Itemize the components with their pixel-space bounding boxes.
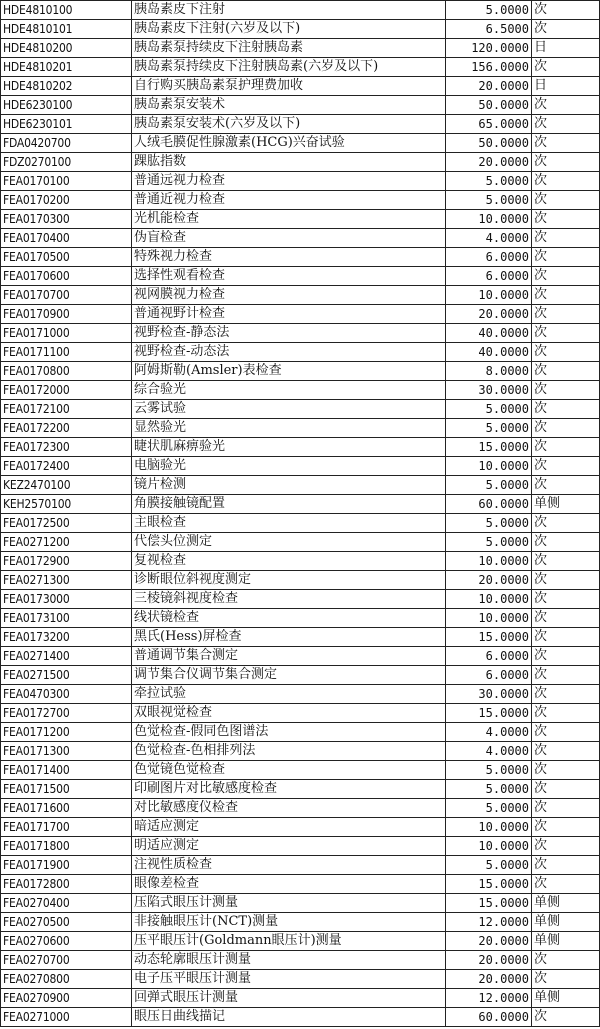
table-row: [1, 39, 600, 58]
item-name-cell: 胰岛素泵安装术(六岁及以下): [132, 115, 446, 134]
item-code-cell: FEA0270700: [1, 951, 132, 970]
item-unit-cell: 次: [532, 419, 600, 438]
item-price-cell: 5.0000: [446, 172, 532, 191]
item-unit-cell: 次: [532, 457, 600, 476]
item-name-cell: 自行购买胰岛素泵护理费加收: [132, 77, 446, 96]
item-unit-cell: 次: [532, 780, 600, 799]
item-unit-cell: 次: [532, 685, 600, 704]
item-price-cell: 5.0000: [446, 533, 532, 552]
item-code-cell: FEA0170500: [1, 248, 132, 267]
item-name-cell: 视网膜视力检查: [132, 286, 446, 305]
item-code-cell: FEA0172700: [1, 704, 132, 723]
item-price-cell: 6.0000: [446, 267, 532, 286]
table-row: [1, 400, 600, 419]
item-name-cell: 普通调节集合测定: [132, 647, 446, 666]
item-name-cell: 电子压平眼压计测量: [132, 970, 446, 989]
item-price-cell: 15.0000: [446, 875, 532, 894]
item-name-cell: 对比敏感度仪检查: [132, 799, 446, 818]
table-row: [1, 514, 600, 533]
item-price-cell: 6.5000: [446, 20, 532, 39]
item-code-cell: FEA0171800: [1, 837, 132, 856]
item-unit-cell: 次: [532, 875, 600, 894]
item-name-cell: 镜片检测: [132, 476, 446, 495]
item-code-cell: FEA0171500: [1, 780, 132, 799]
item-code-cell: FEA0173100: [1, 609, 132, 628]
item-unit-cell: 次: [532, 438, 600, 457]
table-row: [1, 210, 600, 229]
item-price-cell: 6.0000: [446, 248, 532, 267]
table-row: [1, 628, 600, 647]
item-price-cell: 10.0000: [446, 837, 532, 856]
item-code-cell: FEA0270400: [1, 894, 132, 913]
item-price-cell: 10.0000: [446, 457, 532, 476]
item-code-cell: FEA0171100: [1, 343, 132, 362]
item-code-cell: FEA0270800: [1, 970, 132, 989]
item-code-cell: FEA0270500: [1, 913, 132, 932]
item-price-cell: 20.0000: [446, 951, 532, 970]
item-name-cell: 云雾试验: [132, 400, 446, 419]
item-code-cell: FEA0170300: [1, 210, 132, 229]
table-row: [1, 818, 600, 837]
table-row: [1, 115, 600, 134]
item-code-cell: FEA0172000: [1, 381, 132, 400]
item-price-cell: 10.0000: [446, 210, 532, 229]
item-price-cell: 50.0000: [446, 96, 532, 115]
item-code-cell: FEA0170400: [1, 229, 132, 248]
item-unit-cell: 次: [532, 267, 600, 286]
table-row: [1, 77, 600, 96]
item-code-cell: FEA0170800: [1, 362, 132, 381]
table-row: [1, 1, 600, 20]
table-row: [1, 666, 600, 685]
item-name-cell: 胰岛素泵安装术: [132, 96, 446, 115]
item-name-cell: 胰岛素皮下注射: [132, 1, 446, 20]
item-unit-cell: 次: [532, 704, 600, 723]
item-price-cell: 8.0000: [446, 362, 532, 381]
item-unit-cell: 单侧: [532, 913, 600, 932]
item-code-cell: FEA0170900: [1, 305, 132, 324]
item-price-cell: 15.0000: [446, 628, 532, 647]
item-name-cell: 人绒毛膜促性腺激素(HCG)兴奋试验: [132, 134, 446, 153]
item-unit-cell: 次: [532, 837, 600, 856]
table-row: [1, 153, 600, 172]
item-price-cell: 30.0000: [446, 381, 532, 400]
item-price-cell: 10.0000: [446, 552, 532, 571]
item-code-cell: FEA0173200: [1, 628, 132, 647]
item-unit-cell: 次: [532, 153, 600, 172]
item-code-cell: HDE4810200: [1, 39, 132, 58]
item-unit-cell: 次: [532, 381, 600, 400]
item-code-cell: FEA0271300: [1, 571, 132, 590]
item-price-cell: 4.0000: [446, 723, 532, 742]
item-name-cell: 普通远视力检查: [132, 172, 446, 191]
item-price-cell: 50.0000: [446, 134, 532, 153]
item-price-cell: 12.0000: [446, 989, 532, 1008]
item-unit-cell: 次: [532, 172, 600, 191]
item-unit-cell: 次: [532, 324, 600, 343]
item-name-cell: 复视检查: [132, 552, 446, 571]
item-unit-cell: 次: [532, 191, 600, 210]
table-row: [1, 191, 600, 210]
item-unit-cell: 次: [532, 400, 600, 419]
item-unit-cell: 次: [532, 58, 600, 77]
item-name-cell: 注视性质检查: [132, 856, 446, 875]
item-unit-cell: 日: [532, 77, 600, 96]
item-unit-cell: 次: [532, 647, 600, 666]
item-code-cell: FEA0172300: [1, 438, 132, 457]
item-code-cell: FEA0171900: [1, 856, 132, 875]
table-row: [1, 172, 600, 191]
item-price-cell: 65.0000: [446, 115, 532, 134]
item-code-cell: HDE4810202: [1, 77, 132, 96]
item-price-cell: 10.0000: [446, 818, 532, 837]
table-row: [1, 780, 600, 799]
item-unit-cell: 次: [532, 96, 600, 115]
item-price-cell: 40.0000: [446, 343, 532, 362]
item-price-cell: 15.0000: [446, 704, 532, 723]
item-price-cell: 4.0000: [446, 742, 532, 761]
table-row: [1, 305, 600, 324]
item-code-cell: FEA0271000: [1, 1008, 132, 1027]
item-unit-cell: 次: [532, 229, 600, 248]
item-unit-cell: 次: [532, 248, 600, 267]
table-row: [1, 951, 600, 970]
item-name-cell: 线状镜检查: [132, 609, 446, 628]
table-row: [1, 419, 600, 438]
item-unit-cell: 次: [532, 533, 600, 552]
item-unit-cell: 次: [532, 609, 600, 628]
item-unit-cell: 次: [532, 742, 600, 761]
item-unit-cell: 次: [532, 362, 600, 381]
table-row: [1, 438, 600, 457]
item-code-cell: HDE4810201: [1, 58, 132, 77]
item-price-cell: 5.0000: [446, 1, 532, 20]
item-name-cell: 选择性观看检查: [132, 267, 446, 286]
item-price-cell: 5.0000: [446, 400, 532, 419]
item-unit-cell: 次: [532, 1008, 600, 1027]
item-unit-cell: 次: [532, 20, 600, 39]
item-code-cell: FEA0172100: [1, 400, 132, 419]
item-name-cell: 压陷式眼压计测量: [132, 894, 446, 913]
item-name-cell: 主眼检查: [132, 514, 446, 533]
item-name-cell: 色觉镜色觉检查: [132, 761, 446, 780]
item-name-cell: 电脑验光: [132, 457, 446, 476]
item-price-cell: 5.0000: [446, 419, 532, 438]
table-row: [1, 704, 600, 723]
table-row: [1, 875, 600, 894]
item-code-cell: FEA0172900: [1, 552, 132, 571]
item-name-cell: 普通视野计检查: [132, 305, 446, 324]
item-price-cell: 10.0000: [446, 609, 532, 628]
item-name-cell: 眼像差检查: [132, 875, 446, 894]
item-unit-cell: 次: [532, 590, 600, 609]
item-unit-cell: 次: [532, 134, 600, 153]
item-price-cell: 40.0000: [446, 324, 532, 343]
item-unit-cell: 次: [532, 514, 600, 533]
item-unit-cell: 次: [532, 970, 600, 989]
table-row: [1, 894, 600, 913]
item-name-cell: 黑氏(Hess)屏检查: [132, 628, 446, 647]
item-code-cell: FEA0271400: [1, 647, 132, 666]
item-name-cell: 暗适应测定: [132, 818, 446, 837]
item-code-cell: FEA0270900: [1, 989, 132, 1008]
item-code-cell: FEA0172400: [1, 457, 132, 476]
item-unit-cell: 次: [532, 951, 600, 970]
item-price-cell: 10.0000: [446, 590, 532, 609]
item-price-cell: 5.0000: [446, 780, 532, 799]
item-name-cell: 视野检查-静态法: [132, 324, 446, 343]
item-price-cell: 30.0000: [446, 685, 532, 704]
item-name-cell: 胰岛素泵持续皮下注射胰岛素(六岁及以下): [132, 58, 446, 77]
item-price-cell: 156.0000: [446, 58, 532, 77]
table-row: [1, 476, 600, 495]
item-name-cell: 特殊视力检查: [132, 248, 446, 267]
item-price-cell: 5.0000: [446, 799, 532, 818]
item-price-cell: 5.0000: [446, 856, 532, 875]
item-name-cell: 视野检查-动态法: [132, 343, 446, 362]
item-code-cell: KEZ2470100: [1, 476, 132, 495]
table-row: [1, 381, 600, 400]
item-price-cell: 60.0000: [446, 495, 532, 514]
item-code-cell: HDE6230100: [1, 96, 132, 115]
table-row: [1, 685, 600, 704]
item-unit-cell: 单侧: [532, 932, 600, 951]
item-price-cell: 20.0000: [446, 932, 532, 951]
item-name-cell: 压平眼压计(Goldmann眼压计)测量: [132, 932, 446, 951]
item-unit-cell: 次: [532, 305, 600, 324]
item-code-cell: FDA0420700: [1, 134, 132, 153]
item-unit-cell: 次: [532, 761, 600, 780]
table-row: [1, 343, 600, 362]
item-price-cell: 20.0000: [446, 153, 532, 172]
table-row: [1, 495, 600, 514]
table-row: [1, 799, 600, 818]
item-code-cell: FEA0170200: [1, 191, 132, 210]
table-row: [1, 286, 600, 305]
table-row: [1, 362, 600, 381]
item-price-cell: 20.0000: [446, 77, 532, 96]
item-price-cell: 20.0000: [446, 305, 532, 324]
item-name-cell: 牵拉试验: [132, 685, 446, 704]
item-code-cell: FEA0271200: [1, 533, 132, 552]
item-code-cell: FEA0173000: [1, 590, 132, 609]
item-code-cell: FEA0172800: [1, 875, 132, 894]
table-row: [1, 457, 600, 476]
item-code-cell: FEA0170600: [1, 267, 132, 286]
table-row: [1, 248, 600, 267]
table-row: [1, 1008, 600, 1027]
item-code-cell: FEA0172500: [1, 514, 132, 533]
item-code-cell: FEA0171600: [1, 799, 132, 818]
item-price-cell: 4.0000: [446, 229, 532, 248]
item-price-cell: 20.0000: [446, 970, 532, 989]
item-unit-cell: 次: [532, 476, 600, 495]
item-price-cell: 5.0000: [446, 476, 532, 495]
item-unit-cell: 次: [532, 210, 600, 229]
item-code-cell: FDZ0270100: [1, 153, 132, 172]
item-name-cell: 调节集合仪调节集合测定: [132, 666, 446, 685]
item-code-cell: FEA0170700: [1, 286, 132, 305]
item-name-cell: 非接触眼压计(NCT)测量: [132, 913, 446, 932]
item-price-cell: 5.0000: [446, 514, 532, 533]
item-code-cell: FEA0270600: [1, 932, 132, 951]
item-code-cell: HDE4810101: [1, 20, 132, 39]
item-name-cell: 显然验光: [132, 419, 446, 438]
table-row: [1, 324, 600, 343]
item-code-cell: FEA0171300: [1, 742, 132, 761]
item-name-cell: 明适应测定: [132, 837, 446, 856]
table-row: [1, 609, 600, 628]
item-price-cell: 6.0000: [446, 666, 532, 685]
item-name-cell: 胰岛素皮下注射(六岁及以下): [132, 20, 446, 39]
item-name-cell: 代偿头位测定: [132, 533, 446, 552]
item-unit-cell: 次: [532, 818, 600, 837]
item-code-cell: FEA0271500: [1, 666, 132, 685]
item-unit-cell: 次: [532, 628, 600, 647]
item-name-cell: 胰岛素泵持续皮下注射胰岛素: [132, 39, 446, 58]
item-unit-cell: 次: [532, 723, 600, 742]
table-row: [1, 96, 600, 115]
item-name-cell: 色觉检查-色相排列法: [132, 742, 446, 761]
item-code-cell: HDE4810100: [1, 1, 132, 20]
item-price-cell: 60.0000: [446, 1008, 532, 1027]
item-name-cell: 伪盲检查: [132, 229, 446, 248]
item-unit-cell: 次: [532, 286, 600, 305]
table-row: [1, 229, 600, 248]
item-code-cell: FEA0170100: [1, 172, 132, 191]
table-row: [1, 571, 600, 590]
item-name-cell: 色觉检查-假同色图谱法: [132, 723, 446, 742]
table-row: [1, 742, 600, 761]
table-row: [1, 723, 600, 742]
item-code-cell: FEA0470300: [1, 685, 132, 704]
item-price-cell: 15.0000: [446, 438, 532, 457]
table-row: [1, 647, 600, 666]
item-code-cell: KEH2570100: [1, 495, 132, 514]
table-row: [1, 837, 600, 856]
item-unit-cell: 单侧: [532, 495, 600, 514]
item-name-cell: 诊断眼位斜视度测定: [132, 571, 446, 590]
item-unit-cell: 次: [532, 856, 600, 875]
table-row: [1, 761, 600, 780]
item-name-cell: 阿姆斯勒(Amsler)表检查: [132, 362, 446, 381]
table-row: [1, 533, 600, 552]
item-price-cell: 5.0000: [446, 761, 532, 780]
table-row: [1, 856, 600, 875]
item-name-cell: 眼压日曲线描记: [132, 1008, 446, 1027]
item-unit-cell: 次: [532, 1, 600, 20]
item-unit-cell: 次: [532, 571, 600, 590]
item-code-cell: FEA0171700: [1, 818, 132, 837]
item-name-cell: 三棱镜斜视度检查: [132, 590, 446, 609]
item-name-cell: 双眼视觉检查: [132, 704, 446, 723]
item-code-cell: FEA0171000: [1, 324, 132, 343]
item-price-cell: 10.0000: [446, 286, 532, 305]
item-unit-cell: 单侧: [532, 894, 600, 913]
item-unit-cell: 次: [532, 666, 600, 685]
item-price-cell: 120.0000: [446, 39, 532, 58]
item-name-cell: 光机能检查: [132, 210, 446, 229]
table-row: [1, 913, 600, 932]
table-row: [1, 267, 600, 286]
table-row: [1, 20, 600, 39]
item-name-cell: 综合验光: [132, 381, 446, 400]
item-name-cell: 角膜接触镜配置: [132, 495, 446, 514]
item-price-cell: 15.0000: [446, 894, 532, 913]
item-unit-cell: 次: [532, 799, 600, 818]
item-code-cell: HDE6230101: [1, 115, 132, 134]
item-name-cell: 印刷图片对比敏感度检查: [132, 780, 446, 799]
item-price-cell: 12.0000: [446, 913, 532, 932]
table-row: [1, 989, 600, 1008]
item-unit-cell: 日: [532, 39, 600, 58]
item-price-cell: 6.0000: [446, 647, 532, 666]
item-code-cell: FEA0171200: [1, 723, 132, 742]
table-body: [1, 1, 600, 1027]
table-row: [1, 134, 600, 153]
item-unit-cell: 次: [532, 552, 600, 571]
item-code-cell: FEA0172200: [1, 419, 132, 438]
item-name-cell: 回弹式眼压计测量: [132, 989, 446, 1008]
item-name-cell: 动态轮廓眼压计测量: [132, 951, 446, 970]
item-code-cell: FEA0171400: [1, 761, 132, 780]
table-row: [1, 932, 600, 951]
item-unit-cell: 单侧: [532, 989, 600, 1008]
item-name-cell: 踝肱指数: [132, 153, 446, 172]
item-price-cell: 5.0000: [446, 191, 532, 210]
table-row: [1, 970, 600, 989]
table-row: [1, 590, 600, 609]
item-price-cell: 20.0000: [446, 571, 532, 590]
item-name-cell: 睫状肌麻痹验光: [132, 438, 446, 457]
item-name-cell: 普通近视力检查: [132, 191, 446, 210]
item-unit-cell: 次: [532, 343, 600, 362]
item-unit-cell: 次: [532, 115, 600, 134]
table-row: [1, 58, 600, 77]
table-row: [1, 552, 600, 571]
